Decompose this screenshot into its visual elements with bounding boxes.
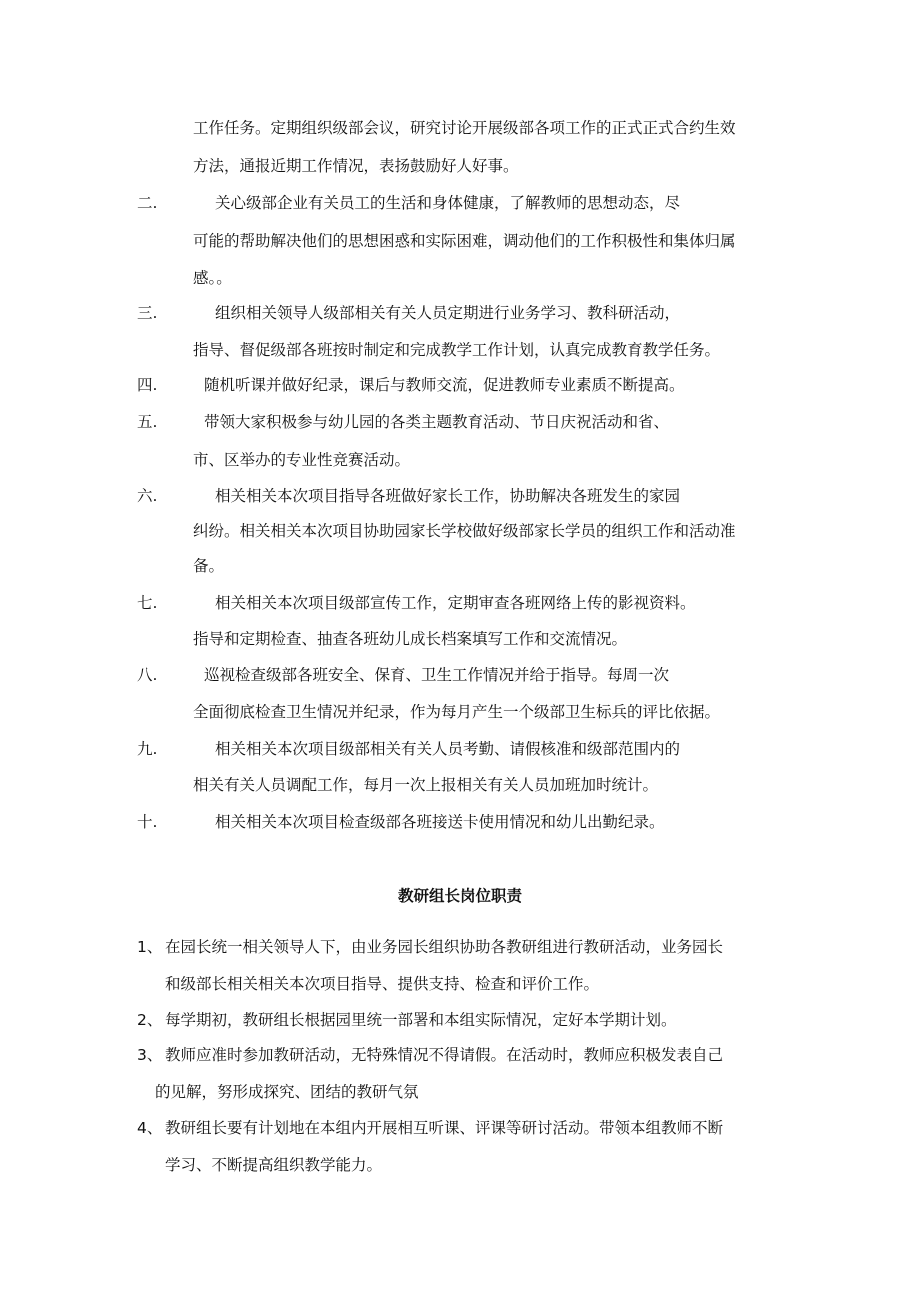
duty-number: 六. xyxy=(137,487,158,505)
duty-number: 五. xyxy=(137,413,158,431)
duty-line: 备。 xyxy=(193,557,225,575)
item-number: 4、 xyxy=(137,1119,163,1137)
intro-line: 工作任务。定期组织级部会议，研究讨论开展级部各项工作的正式正式合约生效 xyxy=(193,119,736,137)
duty-line: 相关有关人员调配工作，每月一次上报相关有关人员加班加时统计。 xyxy=(193,776,659,794)
duty-line: 可能的帮助解决他们的思想困惑和实际困难，调动他们的工作积极性和集体归属 xyxy=(193,232,736,250)
duty-line: 指导、督促级部各班按时制定和完成教学工作计划，认真完成教育教学任务。 xyxy=(193,341,721,359)
item-number: 1、 xyxy=(137,938,163,956)
duty-line: 组织相关领导人级部相关有关人员定期进行业务学习、教科研活动， xyxy=(215,304,681,322)
duty-number: 十. xyxy=(137,813,158,831)
duty-line: 纠纷。相关相关本次项目协助园家长学校做好级部家长学员的组织工作和活动准 xyxy=(193,522,736,540)
duty-number: 九. xyxy=(137,740,158,758)
item-number: 3、 xyxy=(137,1046,163,1064)
item-line: 每学期初，教研组长根据园里统一部署和本组实际情况，定好本学期计划。 xyxy=(165,1011,677,1029)
intro-line: 方法，通报近期工作情况，表扬鼓励好人好事。 xyxy=(193,157,519,175)
duty-number: 八. xyxy=(137,666,158,684)
duty-number: 七. xyxy=(137,594,158,612)
item-line: 教研组长要有计划地在本组内开展相互听课、评课等研讨活动。带领本组教师不断 xyxy=(165,1119,724,1137)
item-line: 的见解，努形成探究、团结的教研气氛 xyxy=(155,1083,419,1101)
section-title: 教研组长岗位职责 xyxy=(397,887,522,905)
duty-line: 巡视检查级部各班安全、保育、卫生工作情况并给于指导。每周一次 xyxy=(204,666,670,684)
duty-line: 市、区举办的专业性竞赛活动。 xyxy=(193,451,411,469)
duty-number: 二. xyxy=(137,194,158,212)
item-number: 2、 xyxy=(137,1011,163,1029)
item-line: 教师应准时参加教研活动，无特殊情况不得请假。在活动时，教师应积极发表自己 xyxy=(165,1046,724,1064)
duty-number: 四. xyxy=(137,376,158,394)
duty-line: 指导和定期检查、抽查各班幼儿成长档案填写工作和交流情况。 xyxy=(193,630,628,648)
duty-line: 相关相关本次项目级部宣传工作，定期审查各班网络上传的影视资料。 xyxy=(215,594,696,612)
duty-number: 三. xyxy=(137,304,158,322)
duty-line: 全面彻底检查卫生情况并纪录，作为每月产生一个级部卫生标兵的评比依据。 xyxy=(193,703,721,721)
duty-line: 相关相关本次项目检查级部各班接送卡使用情况和幼儿出勤纪录。 xyxy=(215,813,665,831)
duty-line: 感。。 xyxy=(193,269,232,287)
duty-line: 关心级部企业有关员工的生活和身体健康，了解教师的思想动态，尽 xyxy=(215,194,681,212)
duty-line: 相关相关本次项目指导各班做好家长工作，协助解决各班发生的家园 xyxy=(215,487,681,505)
item-line: 学习、不断提高组织教学能力。 xyxy=(165,1156,383,1174)
duty-line: 带领大家积极参与幼儿园的各类主题教育活动、节日庆祝活动和省、 xyxy=(204,413,670,431)
item-line: 在园长统一相关领导人下，由业务园长组织协助各教研组进行教研活动，业务园长 xyxy=(165,938,724,956)
duty-line: 相关相关本次项目级部相关有关人员考勤、请假核准和级部范围内的 xyxy=(215,740,681,758)
item-line: 和级部长相关相关本次项目指导、提供支持、检查和评价工作。 xyxy=(165,975,600,993)
duty-line: 随机听课并做好纪录，课后与教师交流，促进教师专业素质不断提高。 xyxy=(204,376,685,394)
